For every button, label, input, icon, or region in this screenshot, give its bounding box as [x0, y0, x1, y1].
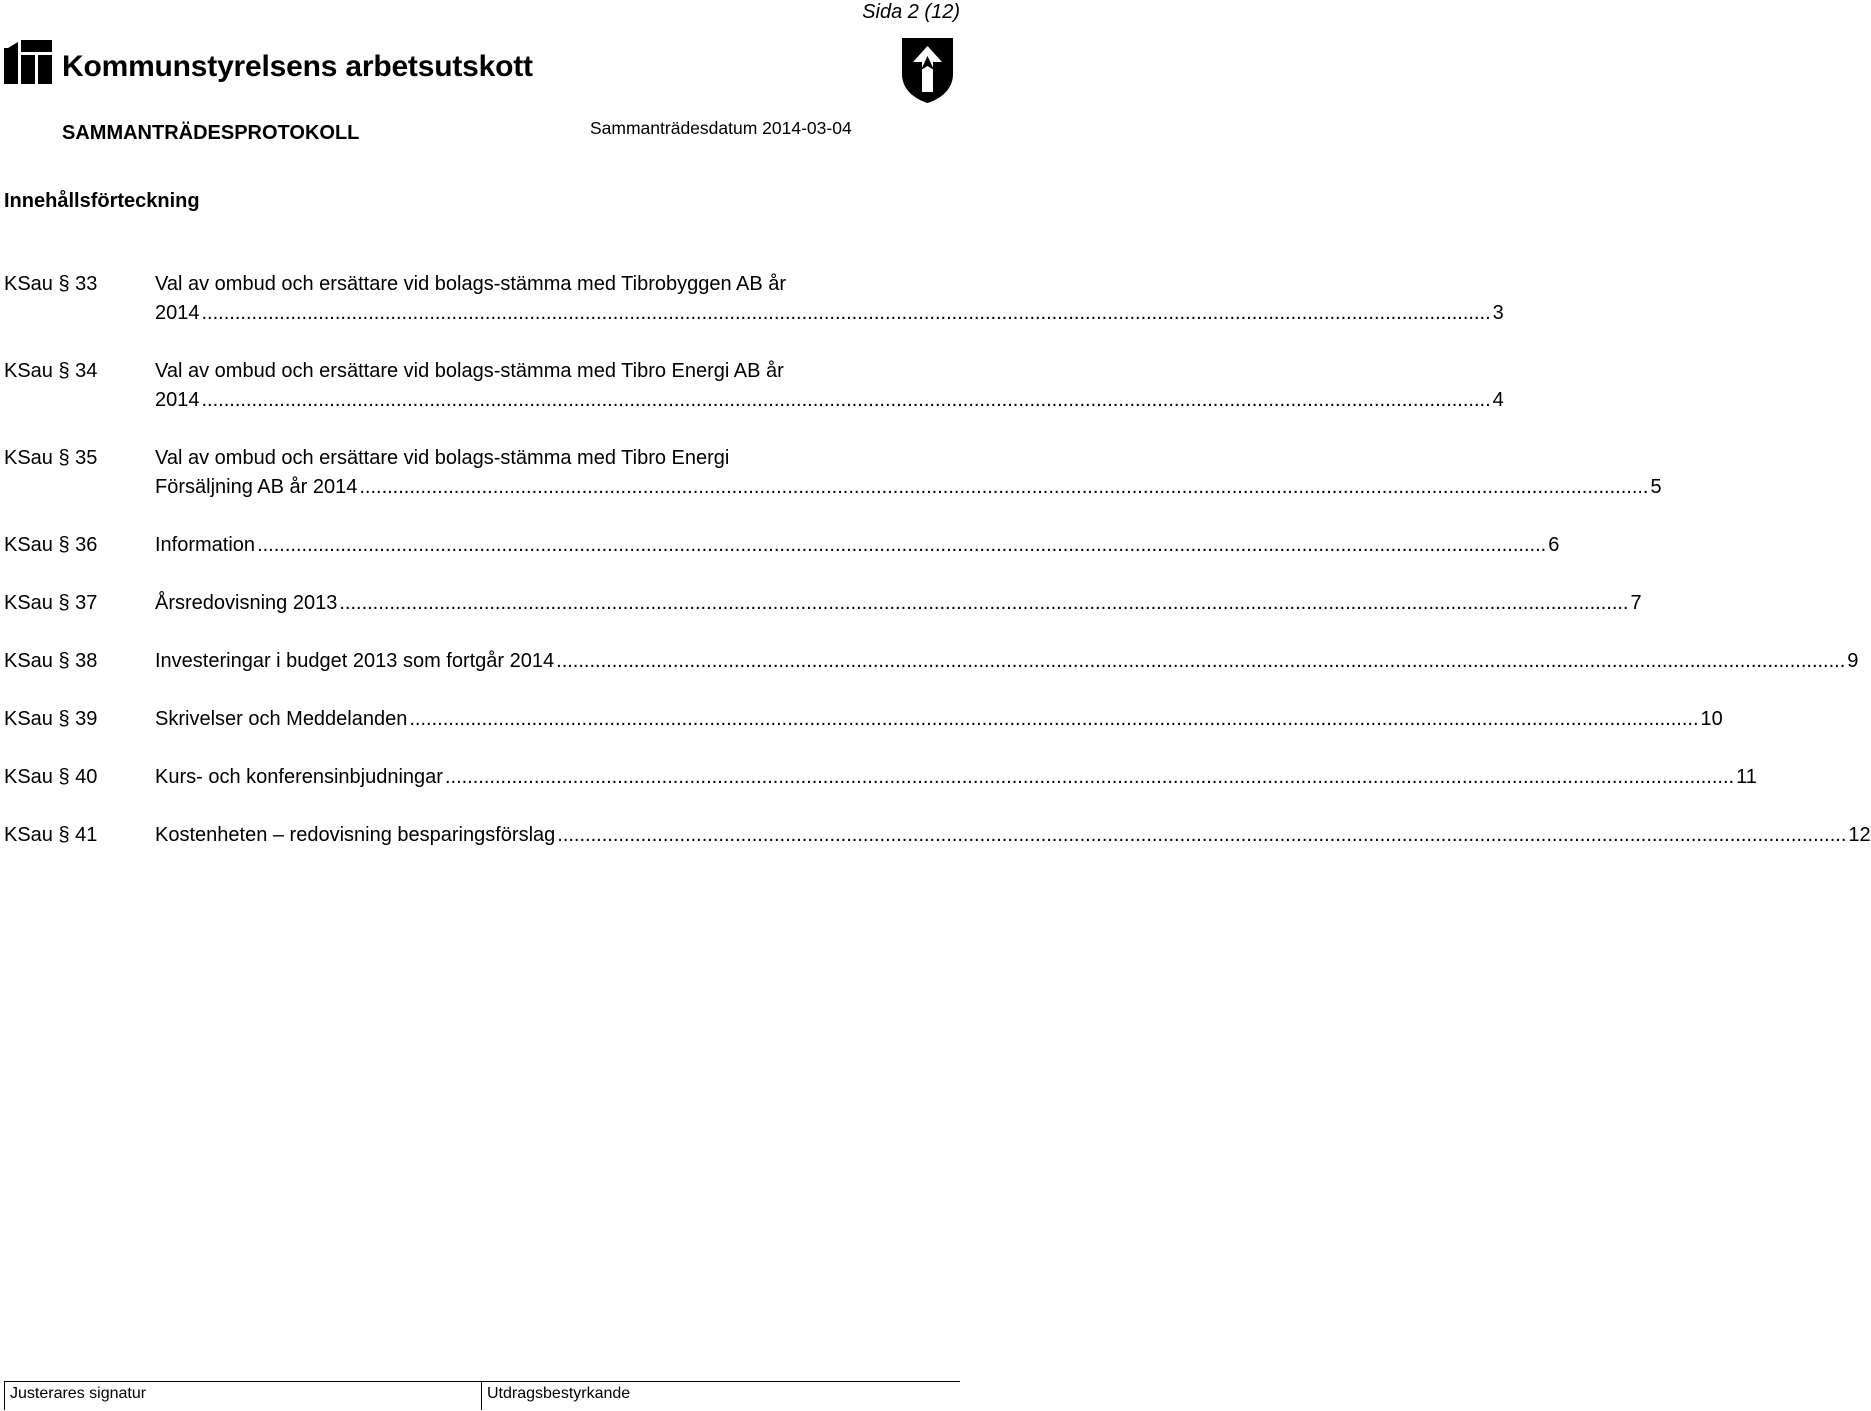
dot-leader	[359, 473, 1648, 502]
toc-paragraph-code: KSau § 39	[4, 708, 98, 730]
toc-page-number: 4	[1492, 389, 1504, 411]
table-of-contents	[4, 270, 1871, 879]
org-title: Kommunstyrelsens arbetsutskott	[62, 50, 533, 83]
meeting-date: Sammanträdesdatum 2014-03-04	[590, 118, 852, 138]
dot-leader	[339, 589, 1628, 618]
toc-page-number: 11	[1736, 766, 1757, 788]
toc-entry-title-continued: 2014	[155, 302, 200, 324]
toc-page-number: 5	[1650, 476, 1662, 498]
dot-leader	[257, 531, 1546, 560]
toc-entry	[4, 589, 1642, 618]
toc-entry-title: Kurs- och konferensinbjudningar	[155, 766, 443, 788]
toc-page-number: 10	[1700, 708, 1723, 730]
certification-field-label: Utdragsbestyrkande	[487, 1385, 631, 1402]
toc-heading: Innehållsförteckning	[4, 190, 200, 212]
toc-entry	[4, 705, 1723, 734]
toc-paragraph-code: KSau § 40	[4, 766, 98, 788]
toc-entry	[4, 821, 1871, 850]
toc-page-number: 7	[1630, 592, 1642, 614]
dot-leader	[445, 763, 1734, 792]
toc-entry-title-continued: 2014	[155, 389, 200, 411]
toc-paragraph-code: KSau § 38	[4, 650, 98, 672]
toc-entry	[4, 647, 1859, 676]
toc-entry-title: Val av ombud och ersättare vid bolags-stämma med Tibro Energi AB år	[155, 360, 784, 382]
toc-paragraph-code: KSau § 34	[4, 360, 98, 382]
toc-entry	[4, 531, 1560, 560]
toc-page-number: 12	[1848, 824, 1871, 846]
certification-field	[481, 1382, 960, 1410]
dot-leader	[202, 299, 1491, 328]
page-number: Sida 2 (12)	[862, 1, 960, 23]
dot-leader	[557, 821, 1846, 850]
toc-page-number: 6	[1548, 534, 1560, 556]
toc-entry-title: Investeringar i budget 2013 som fortgår 2014	[155, 650, 555, 672]
signature-footer	[4, 1381, 960, 1411]
signature-field-label: Justerares signatur	[10, 1385, 147, 1402]
toc-paragraph-code: KSau § 37	[4, 592, 98, 614]
document-type: SAMMANTRÄDESPROTOKOLL	[62, 122, 360, 144]
toc-entry-title: Val av ombud och ersättare vid bolags-stämma med Tibrobyggen AB år	[155, 273, 787, 295]
toc-paragraph-code: KSau § 33	[4, 273, 98, 295]
toc-paragraph-code: KSau § 41	[4, 824, 98, 846]
dot-leader	[409, 705, 1698, 734]
signature-field	[4, 1382, 481, 1410]
toc-entry-title: Val av ombud och ersättare vid bolags-stämma med Tibro Energi	[155, 447, 730, 469]
dot-leader	[556, 647, 1845, 676]
toc-paragraph-code: KSau § 36	[4, 534, 98, 556]
toc-entry	[4, 357, 1504, 415]
coat-of-arms-icon	[900, 36, 955, 104]
toc-entry-title: Årsredovisning 2013	[155, 592, 338, 614]
toc-entry	[4, 444, 1662, 502]
toc-page-number: 9	[1847, 650, 1859, 672]
municipality-logo-icon	[4, 40, 52, 84]
toc-entry-title: Skrivelser och Meddelanden	[155, 708, 408, 730]
toc-entry-title: Information	[155, 534, 256, 556]
toc-entry-title-continued: Försäljning AB år 2014	[155, 476, 358, 498]
dot-leader	[202, 386, 1491, 415]
toc-entry	[4, 763, 1757, 792]
toc-entry	[4, 270, 1504, 328]
toc-paragraph-code: KSau § 35	[4, 447, 98, 469]
toc-entry-title: Kostenheten – redovisning besparingsförslag	[155, 824, 556, 846]
toc-page-number: 3	[1492, 302, 1504, 324]
